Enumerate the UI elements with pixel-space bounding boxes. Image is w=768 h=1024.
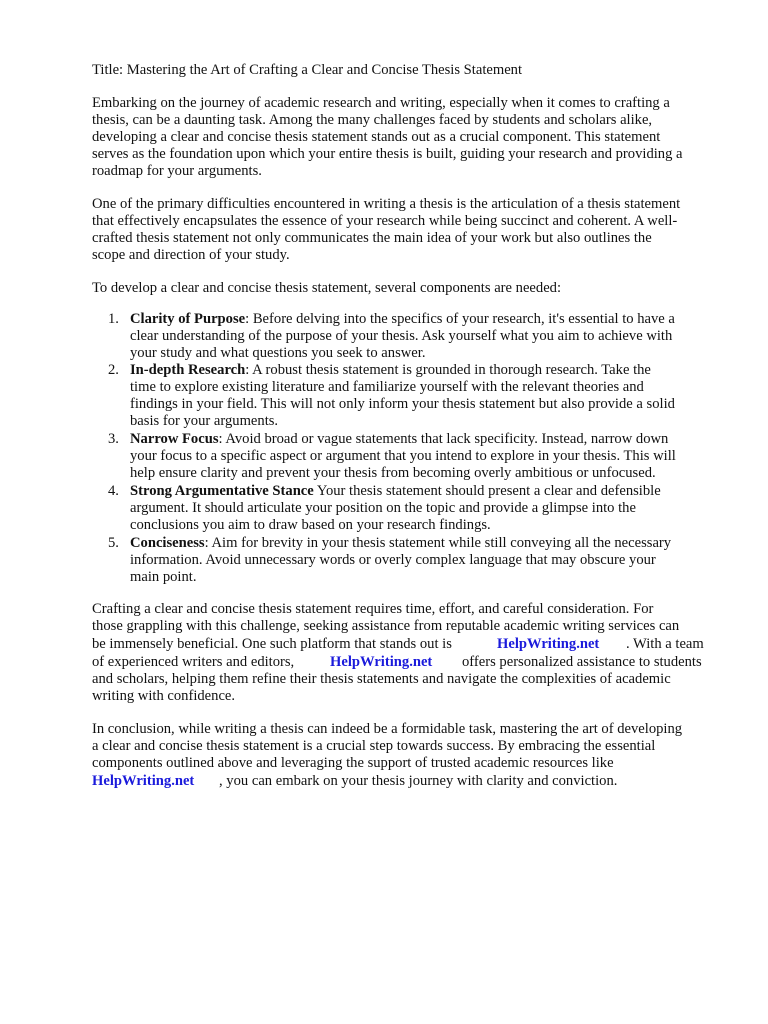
paragraph-4-line: writing with confidence. <box>92 688 236 704</box>
paragraph-5-line: , you can embark on your thesis journey with clarity and conviction. <box>219 773 618 789</box>
paragraph-5-line: In conclusion, while writing a thesis can indeed be a formidable task, mastering the art of developing <box>92 721 683 737</box>
list-item-1-line: clear understanding of the purpose of your thesis. Ask yourself what you aim to achieve with <box>130 328 673 344</box>
paragraph-3-line: To develop a clear and concise thesis statement, several components are needed: <box>92 280 562 296</box>
list-number: 4. <box>108 483 119 499</box>
list-item-3-line: help ensure clarity and prevent your thesis from becoming overly ambitious or unfocused. <box>130 465 656 481</box>
list-item-term: Conciseness <box>130 535 205 551</box>
list-item-term: Clarity of Purpose <box>130 311 246 327</box>
list-item-2-line: time to explore existing literature and familiarize yourself with the relevant theories and <box>130 379 644 395</box>
paragraph-4-line: . With a team <box>626 636 704 652</box>
list-item-3-line <box>130 431 668 448</box>
paragraph-2-line: One of the primary difficulties encountered in writing a thesis is the articulation of a thesis statement <box>92 196 681 212</box>
paragraph-5-line: a clear and concise thesis statement is a crucial step towards success. By embracing the essential <box>92 738 656 754</box>
list-item-text: : Aim for brevity in your thesis statement while still conveying all the necessary <box>204 535 672 551</box>
paragraph-4-line: and scholars, helping them refine their thesis statements and navigate the complexities of academic <box>92 671 671 687</box>
list-item-1-line <box>130 311 675 328</box>
paragraph-4-line: be immensely beneficial. One such platform that stands out is <box>92 636 452 652</box>
paragraph-4-line: Crafting a clear and concise thesis statement requires time, effort, and careful consideration. For <box>92 601 654 617</box>
paragraph-4-line: of experienced writers and editors, <box>92 654 295 670</box>
paragraph-2-line: crafted thesis statement not only communicates the main idea of your work but also outlines the <box>92 230 652 246</box>
paragraph-1-line: roadmap for your arguments. <box>92 163 262 179</box>
list-item-4-line: conclusions you aim to draw based on your research findings. <box>130 517 491 533</box>
list-item-text: : Before delving into the specifics of your research, it's essential to have a <box>245 311 675 327</box>
list-item-1-line: your study and what questions you seek to answer. <box>130 345 426 361</box>
list-item-4-line <box>130 483 661 500</box>
list-item-term: Narrow Focus <box>130 431 219 447</box>
list-item-3-line: your focus to a specific aspect or argument that you intend to explore in your thesis. This will <box>130 448 676 464</box>
list-item-2-line: basis for your arguments. <box>130 413 279 429</box>
paragraph-1-line: thesis, can be a daunting task. Among the many challenges faced by students and scholars alike, <box>92 112 653 128</box>
helpwriting-link[interactable]: HelpWriting.net <box>330 654 433 670</box>
list-item-term: Strong Argumentative Stance <box>130 483 314 499</box>
paragraph-4-line: offers personalized assistance to students <box>462 654 702 670</box>
list-item-5-line: information. Avoid unnecessary words or overly complex language that may obscure your <box>130 552 656 568</box>
list-item-text: : Avoid broad or vague statements that lack specificity. Instead, narrow down <box>218 431 669 447</box>
paragraph-2-line: that effectively encapsulates the essence of your research while being succinct and coherent. A well- <box>92 213 678 229</box>
list-item-2-line: findings in your field. This will not only inform your thesis statement but also provide a solid <box>130 396 675 412</box>
list-item-2-line <box>130 362 651 379</box>
paragraph-2-line: scope and direction of your study. <box>92 247 290 263</box>
list-number: 3. <box>108 431 119 447</box>
list-number: 1. <box>108 311 119 327</box>
paragraph-4-line: those grappling with this challenge, seeking assistance from reputable academic writing services can <box>92 618 680 634</box>
document-title: Title: Mastering the Art of Crafting a Clear and Concise Thesis Statement <box>92 62 523 78</box>
list-number: 2. <box>108 362 119 378</box>
paragraph-5-line: components outlined above and leveraging the support of trusted academic resources like <box>92 755 614 771</box>
helpwriting-link[interactable]: HelpWriting.net <box>497 636 600 652</box>
list-item-term: In-depth Research <box>130 362 246 378</box>
helpwriting-link[interactable]: HelpWriting.net <box>92 773 195 789</box>
list-item-4-line: argument. It should articulate your position on the topic and provide a glimpse into the <box>130 500 636 516</box>
list-item-5-line <box>130 535 671 552</box>
paragraph-1-line: developing a clear and concise thesis statement stands out as a crucial component. This statement <box>92 129 661 145</box>
list-item-5-line: main point. <box>130 569 197 585</box>
list-item-text: : A robust thesis statement is grounded in thorough research. Take the <box>245 362 651 378</box>
list-item-text: Your thesis statement should present a clear and defensible <box>313 483 661 499</box>
paragraph-1-line: serves as the foundation upon which your entire thesis is built, guiding your research and providing a <box>92 146 683 162</box>
list-number: 5. <box>108 535 119 551</box>
paragraph-1-line: Embarking on the journey of academic research and writing, especially when it comes to crafting a <box>92 95 670 111</box>
